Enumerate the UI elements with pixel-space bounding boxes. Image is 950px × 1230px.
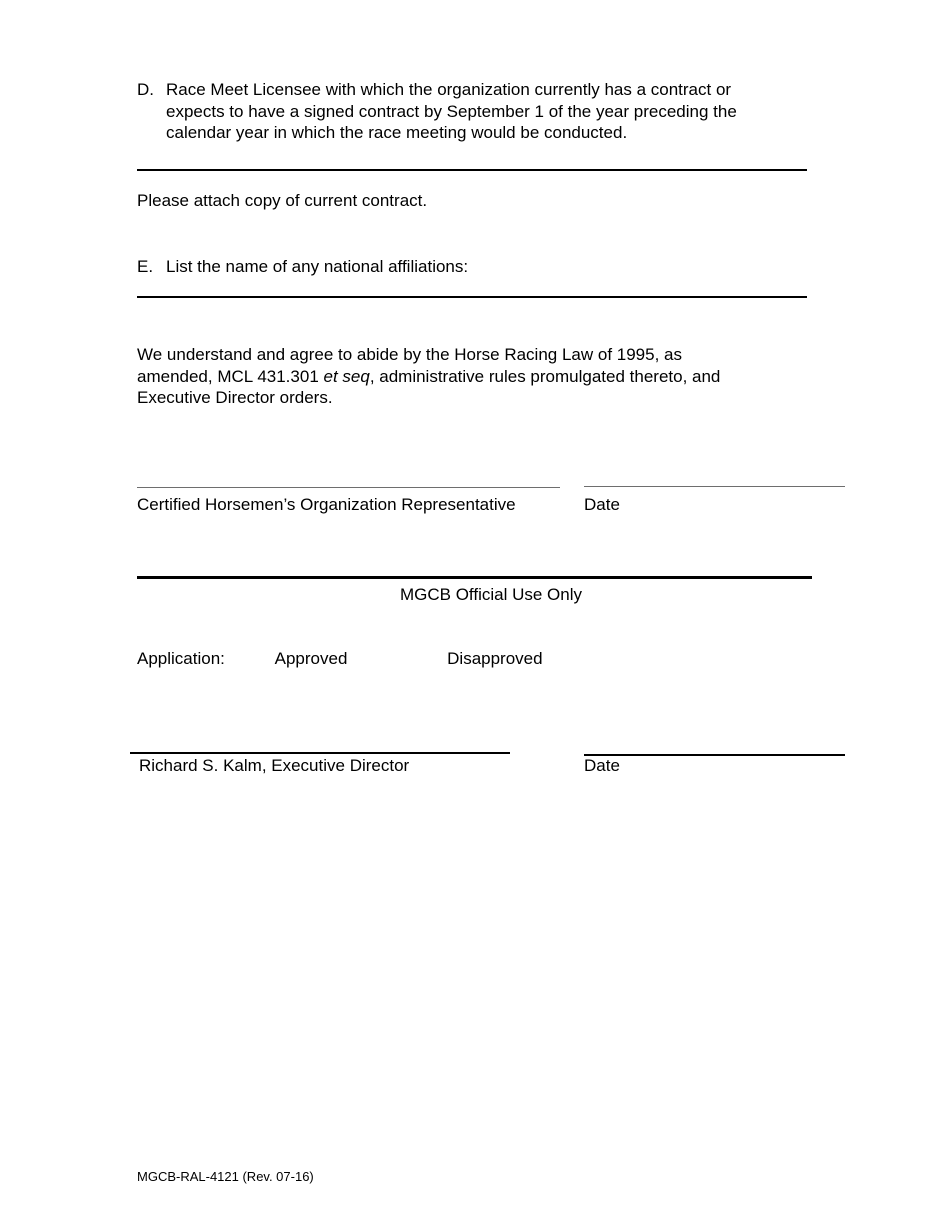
item-d-line-1: Race Meet Licensee with which the organization currently has a contract or <box>166 80 732 99</box>
director-date-label: Date <box>584 756 620 775</box>
form-number-footer: MGCB-RAL-4121 (Rev. 07-16) <box>137 1169 314 1184</box>
agreement-line-2-italic: et seq <box>323 366 370 386</box>
application-label: Application: <box>137 649 225 668</box>
director-date-line[interactable] <box>584 754 845 756</box>
representative-date-label: Date <box>584 495 620 514</box>
item-d <box>137 79 787 144</box>
item-d-label: D. <box>137 80 154 99</box>
representative-date-line[interactable] <box>584 486 845 487</box>
item-e <box>137 256 787 278</box>
representative-signature-line[interactable] <box>137 487 560 488</box>
official-use-divider <box>137 576 812 579</box>
application-status-row <box>137 649 543 669</box>
director-signature-line[interactable] <box>130 752 510 754</box>
agreement-line-3: Executive Director orders. <box>137 388 333 408</box>
agreement-line-2 <box>137 366 817 388</box>
item-d-answer-line[interactable] <box>137 169 807 171</box>
disapproved-option[interactable]: Disapproved <box>447 649 543 668</box>
attach-contract-note: Please attach copy of current contract. <box>137 191 428 210</box>
approved-option[interactable]: Approved <box>274 649 348 668</box>
agreement-line-2-before: amended, MCL 431.301 <box>137 366 324 386</box>
agreement-paragraph <box>137 344 817 409</box>
item-d-line-3: calendar year in which the race meeting would be conducted. <box>166 123 628 143</box>
item-e-label: E. <box>137 257 154 276</box>
item-e-text: List the name of any national affiliations: <box>166 257 469 276</box>
representative-signature-label: Certified Horsemen’s Organization Representative <box>137 495 516 514</box>
agreement-line-2-after: , administrative rules promulgated thereto, and <box>369 366 721 386</box>
official-use-title: MGCB Official Use Only <box>399 585 582 604</box>
agreement-line-1: We understand and agree to abide by the Horse Racing Law of 1995, as <box>137 345 682 364</box>
item-d-line-2: expects to have a signed contract by September 1 of the year preceding the <box>166 101 737 121</box>
director-signature-label: Richard S. Kalm, Executive Director <box>139 756 410 775</box>
item-d-text <box>166 79 737 144</box>
item-e-answer-line[interactable] <box>137 296 807 298</box>
